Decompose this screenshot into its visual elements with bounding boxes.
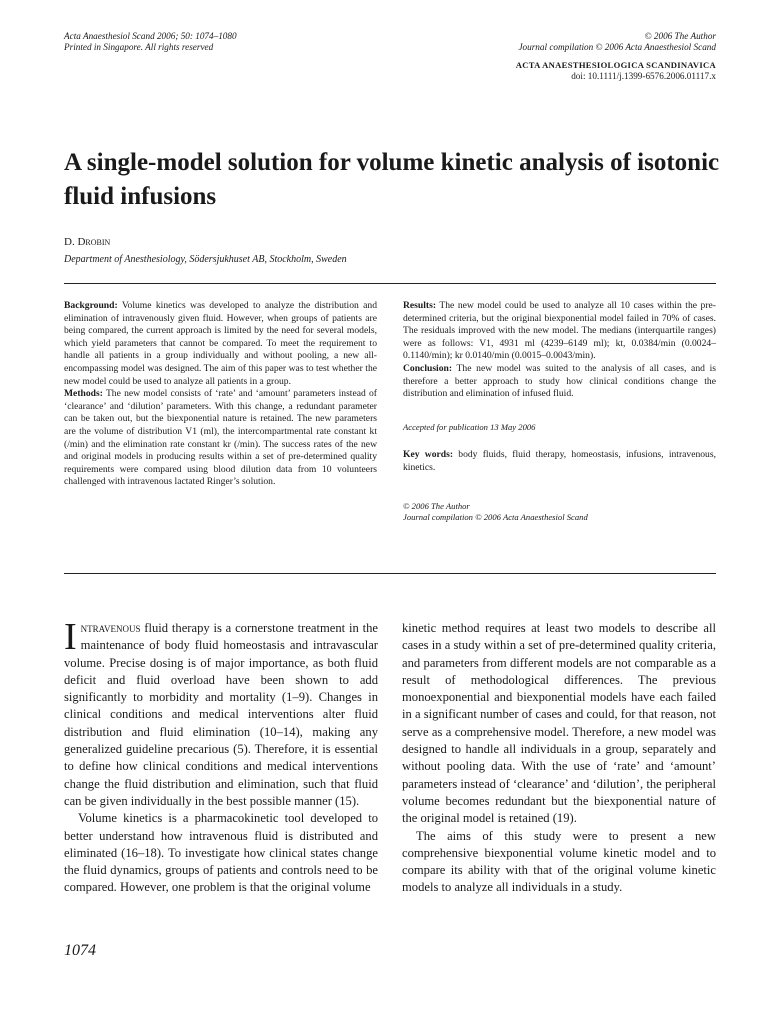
citation-line: Acta Anaesthesiol Scand 2006; 50: 1074–1080 xyxy=(64,31,237,41)
keywords-label: Key words: xyxy=(403,449,454,461)
journal-name: ACTA ANAESTHESIOLOGICA SCANDINAVICA xyxy=(515,60,716,70)
intro-paragraph-3: kinetic method requires at least two models to describe all cases in a study within a set of pre-determined quality criteria, and parameters from different models are not comparable as a result of methodological differences. The previous monoexponential and biexponential models have each failed in a significant number of cases and could, for that reason, not serve as a comprehensive model. Therefore, a new model was designed to handle all individuals in a group, separately and without pooling data. With the use of ‘rate’ and ‘amount’ parameters instead of ‘clearance’ and ‘dilution’, the peripheral volume becomes redundant but the biexponential nature of the original model is retained (19). xyxy=(402,621,716,826)
abstract-top-rule xyxy=(64,283,716,284)
results-label: Results: xyxy=(403,300,437,311)
page-number: 1074 xyxy=(64,942,96,959)
body-left-column xyxy=(64,616,378,897)
abstract-copyright-compilation: Journal compilation © 2006 Acta Anaesthesiol Scand xyxy=(403,512,588,523)
body-right-column xyxy=(402,620,716,897)
results-text: The new model could be used to analyze all 10 cases within the pre-determined criteria, but the original biexponential model failed in 70% of cases. The residuals improved with the new model. The medians (interquartile ranges) were as follows: V1, 4931 ml (4239–6149 ml); kt, 0.0384/min (0.0024–0.1140/min); kr 0.0140/min (0.0015–0.0043/min). xyxy=(403,300,716,362)
abstract-results xyxy=(403,300,716,363)
copyright-author: © 2006 The Author xyxy=(644,31,716,41)
article-title: A single-model solution for volume kinetic analysis of isotonic fluid infusions xyxy=(64,149,720,210)
conclusion-text: The new model was suited to the analysis of all cases, and is therefore a better approach to study how clinical conditions change the distribution and elimination of infused fluid. xyxy=(403,362,716,400)
abstract-left-column xyxy=(64,300,377,489)
abstract-methods xyxy=(64,388,377,489)
intro-paragraph-2: Volume kinetics is a pharmacokinetic tool developed to better understand how intravenous fluid is distributed and eliminated (16–18). To investigate how clinical states change the fluid dynamics, groups of patients and controls need to be compared. However, one problem is that the original volume xyxy=(64,811,378,895)
lead-smallcaps: ntravenous xyxy=(80,621,141,635)
author xyxy=(64,236,110,248)
background-label: Background: xyxy=(64,300,118,311)
conclusion-label: Conclusion: xyxy=(403,362,453,374)
intro-paragraph-4: The aims of this study were to present a new comprehensive biexponential volume kinetic model and to compare its ability with that of the original volume kinetic models to analyze all individuals in a study. xyxy=(402,828,716,895)
methods-text: The new model consists of ‘rate’ and ‘amount’ parameters instead of ‘clearance’ and ‘dilution’ parameters. With this change, a redundant parameter can be taken out, but the biexponential nature is retained. The new parameters are the volume of distribution V1 (ml), the intercompartmental rate constant kt (/min) and the elimination rate constant kr (/min). The success rates of the new and original models in producing results within a set of pre-determined quality requirements were compared using blood dilution data from 10 volunteers challenged with intravenous lactated Ringer’s solution. xyxy=(64,388,377,488)
abstract-right-column xyxy=(403,300,716,524)
running-header-right xyxy=(516,31,716,82)
background-text: Volume kinetics was developed to analyze the distribution and elimination of intravenously given fluid. However, when groups of patients are being compared, the current approach is limited by the need for several models, which yield parameters that cannot be compared. To meet the requirement to handle all patients in a group individually and without pooling, a new all-encompassing model was designed. The aim of this paper was to test whether the new model could be used to analyze all patients in a group. xyxy=(64,300,377,387)
intro-paragraph-1-text: fluid therapy is a cornerstone treatment in the maintenance of body fluid homeostasis and intravascular volume. Precise dosing is of major importance, as both fluid deficit and fluid overload have been shown to add significantly to morbidity and mortality (1–9). Changes in clinical conditions and medical interventions alter fluid distribution and fluid elimination (10–14), making any generalized guideline precarious (5). Therefore, it is essential to define how clinical conditions and medical interventions change the fluid distribution and elimination, such that fluid can be given individually in the best possible manner (15). xyxy=(64,621,378,808)
abstract-copyright xyxy=(403,501,716,524)
intro-paragraph-1 xyxy=(64,616,378,810)
printed-line: Printed in Singapore. All rights reserved xyxy=(64,42,214,52)
author-initial: D. xyxy=(64,236,78,248)
keywords xyxy=(403,449,716,474)
keywords-text: body fluids, fluid therapy, homeostasis, infusions, intravenous, kinetics. xyxy=(403,449,716,473)
copyright-compilation: Journal compilation © 2006 Acta Anaesthesiol Scand xyxy=(518,42,716,52)
drop-cap: I xyxy=(64,616,77,658)
abstract-bottom-rule xyxy=(64,573,716,574)
methods-label: Methods: xyxy=(64,388,103,400)
running-header-left xyxy=(64,31,237,53)
abstract-conclusion xyxy=(403,363,716,401)
abstract-copyright-author: © 2006 The Author xyxy=(403,500,470,511)
affiliation: Department of Anesthesiology, Södersjukhuset AB, Stockholm, Sweden xyxy=(64,254,347,265)
abstract-background xyxy=(64,300,377,388)
accepted-date: Accepted for publication 13 May 2006 xyxy=(403,421,536,432)
doi: doi: 10.1111/j.1399-6576.2006.01117.x xyxy=(571,71,716,81)
author-surname: Drobin xyxy=(77,236,111,248)
